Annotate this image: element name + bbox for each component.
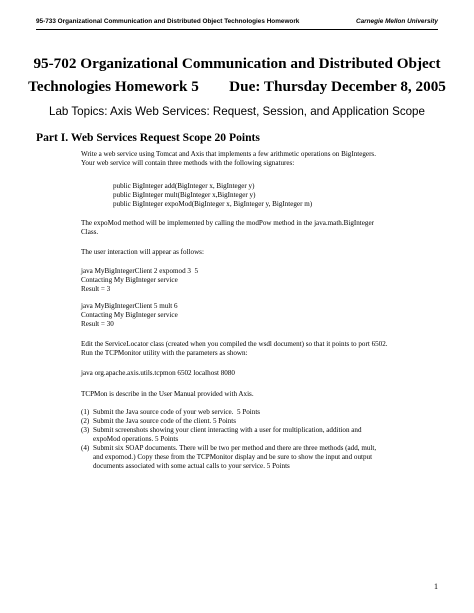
item-text: Submit screenshots showing your client interacting with a user for multiplication, addition and [93,426,362,434]
item-number: (4) [81,444,90,452]
item-number: (3) [81,426,90,434]
method-signature: public BigInteger add(BigInteger x, BigInteger y) [113,182,255,190]
item-text: Submit the Java source code of your web service. 5 Points [93,408,261,416]
example-1-line: java MyBigIntegerClient 2 expomod 3 5 [81,267,199,275]
intro-line: Write a web service using Tomcat and Axis that implements a few arithmetic operations on BigIntegers. [81,150,376,158]
item-text: Submit six SOAP documents. There will be two per method and there are three methods (add, mult, [93,444,377,452]
item-text: and expomod.) Copy these from the TCPMonitor display and be sure to show the input and output [93,453,373,461]
item-number: (2) [81,417,90,425]
header-university: Carnegie Mellon University [355,18,438,25]
expomod-note: Class. [81,228,99,236]
example-1-line: Contacting My BigInteger service [81,276,178,284]
example-1-line: Result = 3 [81,285,111,293]
example-2-line: Contacting My BigInteger service [81,311,178,319]
interaction-intro: The user interaction will appear as follows: [81,248,204,256]
intro-line: Your web service will contain three methods with the following signatures: [81,159,295,167]
tcpmon-note: TCPMon is describe in the User Manual provided with Axis. [81,390,254,398]
item-text: documents associated with some actual calls to your service. 5 Points [93,462,290,470]
item-number: (1) [81,408,90,416]
page-number: 1 [434,582,438,591]
method-signature: public BigInteger mult(BigInteger x,BigInteger y) [113,191,256,199]
lab-topics: Lab Topics: Axis Web Services: Request, Session, and Application Scope [49,105,425,118]
part-heading: Part I. Web Services Request Scope 20 Points [36,131,260,144]
item-text: expoMod operations. 5 Points [93,435,179,443]
item-text: Submit the Java source code of the client. 5 Points [93,417,237,425]
header-rule [36,29,438,30]
method-signature: public BigInteger expoMod(BigInteger x, BigInteger y, BigInteger m) [113,200,313,208]
locator-note: Run the TCPMonitor utility with the parameters as shown: [81,349,248,357]
example-2-line: java MyBigIntegerClient 5 mult 6 [81,302,178,310]
expomod-note: The expoMod method will be implemented by calling the modPow method in the java.math.BigInteger [81,219,374,227]
title-line-2: Technologies Homework 5 Due: Thursday December 8, 2005 [28,78,446,95]
running-header [36,16,438,30]
locator-note: Edit the ServiceLocator class (created when you compiled the wsdl document) so that it points to port 6502. [81,340,388,348]
example-2-line: Result = 30 [81,320,114,328]
header-course: 95-733 Organizational Communication and Distributed Object Technologies Homework [36,18,300,25]
tcpmon-command: java org.apache.axis.utils.tcpmon 6502 localhost 8080 [81,369,235,377]
title-line-1: 95-702 Organizational Communication and Distributed Object [33,55,441,72]
